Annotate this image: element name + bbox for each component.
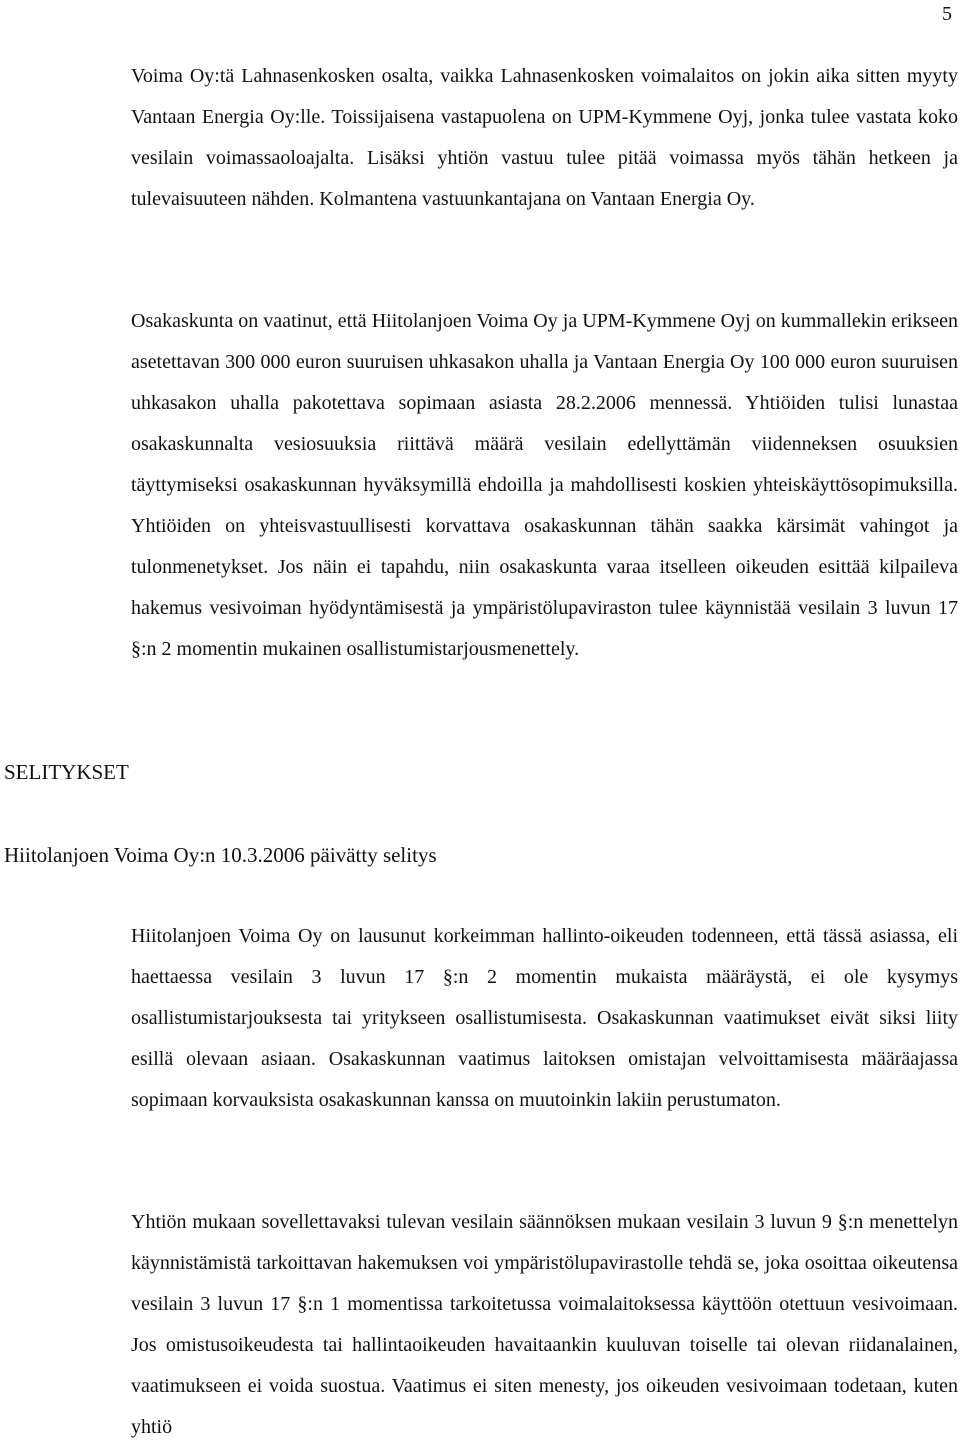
section-heading-selitykset: SELITYKSET [4, 760, 129, 784]
paragraph-shareholder-demand: Osakaskunta on vaatinut, että Hiitolanjoen Voima Oy ja UPM-Kymmene Oyj on kummallekin erikseen asetettavan 300 000 euron suuruisen uhkasakon uhalla ja Vantaan Energia Oy 100 000 euron suuruisen uhkasakon uhalla pakotettava sopimaan asiasta 28.2.2006 mennessä. Yhtiöiden tulisi lunastaa osakaskunnalta vesiosuuksia riittävä määrä vesilain edellyttämän viidenneksen osuuksien täyttymiseksi osakaskunnan hyväksymillä ehdoilla ja mahdollisesti koskien yhteiskäyttösopimuksilla. Yhtiöiden on yhteisvastuullisesti korvattava osakaskunnan tähän saakka kärsimät vahingot ja tulonmenetykset. Jos näin ei tapahdu, niin osakaskunta varaa itselleen oikeuden esittää kilpaileva hakemus vesivoiman hyödyntämisestä ja ympäristölupaviraston tulee käynnistää vesilain 3 luvun 17 §:n 2 momentin mukainen osallistumistarjousmenettely. [131, 310, 958, 660]
page-number: 5 [942, 3, 952, 25]
paragraph-applicable-law: Yhtiön mukaan sovellettavaksi tulevan vesilain säännöksen mukaan vesilain 3 luvun 9 §:n menettelyn käynnistämistä tarkoittavan hakemuksen voi ympäristölupavirastolle tehdä se, joka osoittaa oikeutensa vesilain 3 luvun 17 §:n 1 momentissa tarkoitetussa voimalaitoksessa käyttöön otettuun vesivoimaan. Jos omistusoikeudesta tai hallintaoikeuden havaitaankin kuuluvan toiselle tai olevan riidanalainen, vaatimukseen ei voida suostua. Vaatimus ei siten menesty, jos oikeuden vesivoimaan todetaan, kuten yhtiö [131, 1211, 958, 1438]
subsection-heading-statement: Hiitolanjoen Voima Oy:n 10.3.2006 päivätty selitys [4, 843, 437, 867]
paragraph-company-statement: Hiitolanjoen Voima Oy on lausunut korkeimman hallinto-oikeuden todenneen, että tässä asiassa, eli haettaessa vesilain 3 luvun 17 §:n 2 momentin mukaista määräystä, ei ole kysymys osallistumistarjouksesta tai yritykseen osallistumisesta. Osakaskunnan vaatimukset eivät siksi liity esillä olevaan asiaan. Osakaskunnan vaatimus laitoksen omistajan velvoittamisesta määräajassa sopimaan korvauksista osakaskunnan kanssa on muutoinkin lakiin perustumaton. [131, 925, 958, 1111]
paragraph-liability: Voima Oy:tä Lahnasenkosken osalta, vaikka Lahnasenkosken voimalaitos on jokin aika sitten myyty Vantaan Energia Oy:lle. Toissijaisena vastapuolena on UPM-Kymmene Oyj, jonka tulee vastata koko vesilain voimassaoloajalta. Lisäksi yhtiön vastuu tulee pitää voimassa myös tähän hetkeen ja tulevaisuuteen nähden. Kolmantena vastuunkantajana on Vantaan Energia Oy. [131, 65, 958, 210]
